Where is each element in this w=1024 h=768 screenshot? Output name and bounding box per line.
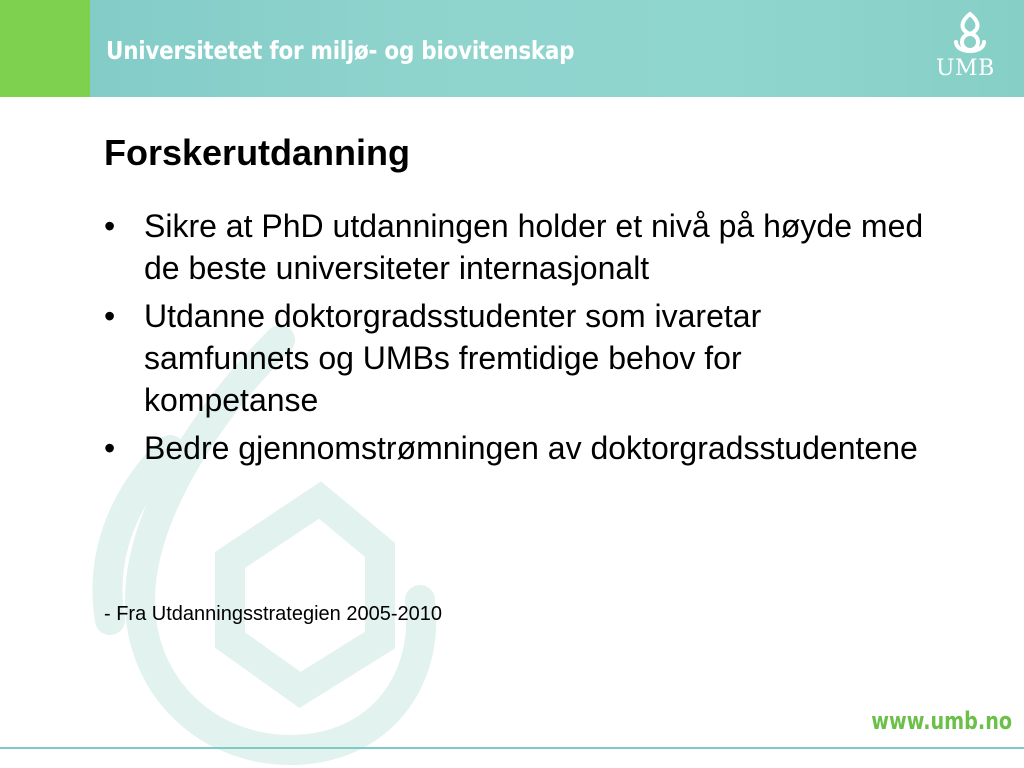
bullet-text: Bedre gjennomstrømningen av doktorgradsstudentene [144,430,918,466]
logo-text: UMB [936,56,995,81]
bullet-dot: • [104,430,116,466]
slide-title: Forskerutdanning [104,132,411,173]
bullet-text: Sikre at PhD utdanningen holder et nivå på høyde med de beste universiteter internasjonalt [144,208,924,286]
bullet-dot: • [104,208,116,244]
bullet-item [104,295,924,421]
university-name: Universitetet for miljø- og biovitenskap [106,36,575,65]
bullet-list [104,205,924,475]
header-accent-block [0,0,90,97]
bullet-item [104,427,924,469]
bullet-text: Utdanne doktorgradsstudenter som ivaretar samfunnets og UMBs fremtidige behov for kompetanse [144,298,762,418]
bullet-dot: • [104,298,116,334]
bullet-item [104,205,924,289]
footer-url-link[interactable]: www.umb.no [871,707,1012,735]
footer-divider [0,747,1024,749]
source-note: - Fra Utdanningsstrategien 2005-2010 [104,603,442,625]
